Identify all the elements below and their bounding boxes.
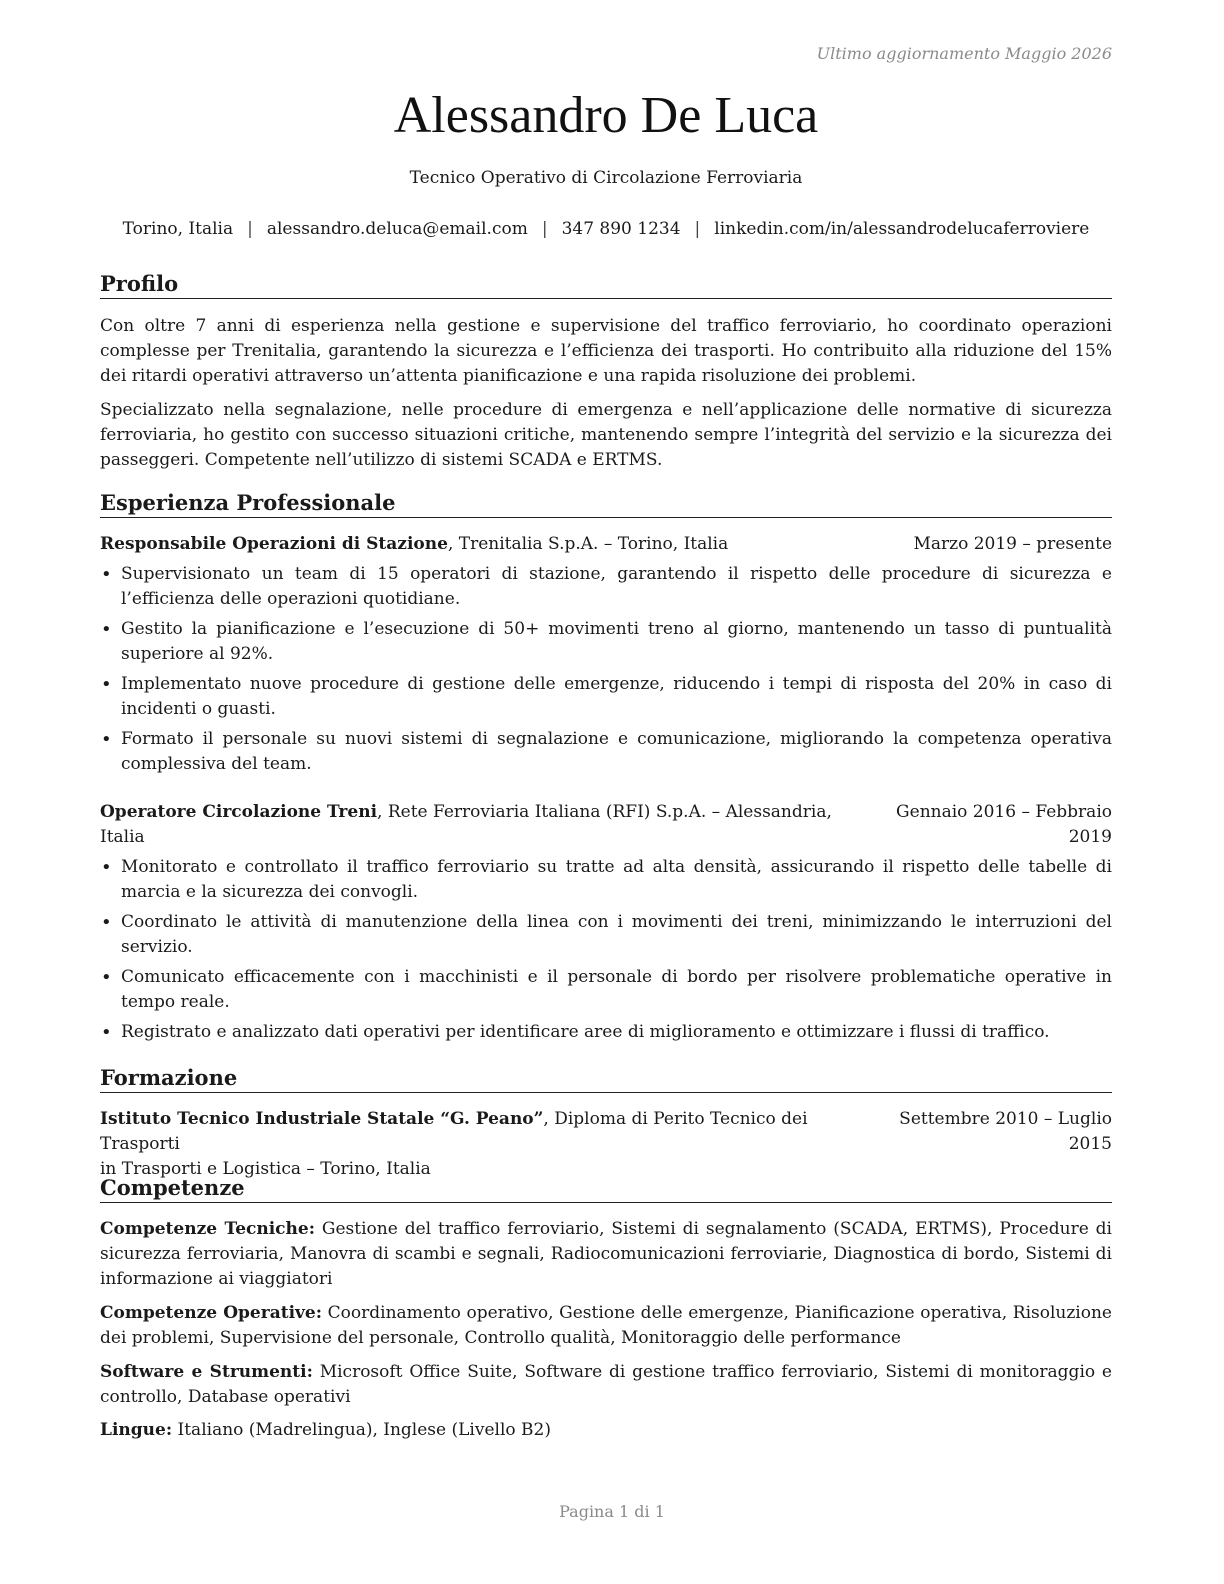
- list-item: • Supervisionato un team di 15 operatori di stazione, garantendo il rispetto delle procedure di sicurezza e l’efficienza delle operazioni quotidiane.: [100, 562, 1112, 612]
- job-company: , Trenitalia S.p.A. – Torino, Italia: [447, 534, 729, 554]
- skill-row: [100, 1217, 1112, 1292]
- list-item: • Implementato nuove procedure di gestione delle emergenze, riducendo i tempi di risposta del 20% in caso di incidenti o guasti.: [100, 672, 1112, 722]
- list-item: • Registrato e analizzato dati operativi per identificare aree di miglioramento e ottimizzare i flussi di traffico.: [100, 1020, 1112, 1045]
- skill-text: Gestione del traffico ferroviario, Sistemi di segnalamento (SCADA, ERTMS), Procedure di sicurezza ferroviaria, Manovra di scambi e segnali, Radiocomunicazioni ferroviarie, Diagnostica di bordo, Sistemi di informazione ai viaggiatori: [100, 1219, 1112, 1289]
- skill-label: Competenze Operative:: [100, 1303, 322, 1323]
- list-item: • Monitorato e controllato il traffico ferroviario su tratte ad alta densità, assicurando il rispetto delle tabelle di marcia e la sicurezza dei convogli.: [100, 855, 1112, 905]
- contact-bar: [100, 219, 1112, 239]
- contact-linkedin[interactable]: linkedin.com/in/alessandrodelucaferroviere: [714, 219, 1090, 239]
- candidate-name: Alessandro De Luca: [393, 87, 819, 144]
- job-dates-end: 2019: [1068, 827, 1112, 847]
- education-dates-start: Settembre 2010 – Luglio: [899, 1109, 1112, 1129]
- skill-text: Italiano (Madrelingua), Inglese (Livello B2): [172, 1420, 551, 1440]
- contact-phone[interactable]: 347 890 1234: [561, 219, 681, 239]
- contact-email[interactable]: alessandro.deluca@email.com: [266, 219, 528, 239]
- job-header: [100, 532, 1112, 557]
- skill-row: [100, 1418, 1112, 1443]
- job-dates: Marzo 2019 – presente: [913, 534, 1112, 554]
- skill-row: [100, 1360, 1112, 1410]
- education-dates-end: 2015: [1068, 1134, 1112, 1154]
- education-entry: [100, 1107, 1112, 1182]
- contact-separator: |: [541, 219, 548, 239]
- job-bullets: [100, 855, 1112, 1050]
- profile-paragraph: Con oltre 7 anni di esperienza nella gestione e supervisione del traffico ferroviario, ho coordinato operazioni complesse per Trenitalia, garantendo la sicurezza e l’efficienza dei trasporti. Ho contribuito alla riduzione del 15% dei ritardi operativi attraverso un’attenta pianificazione e una rapida risoluzione dei problemi.: [100, 316, 1112, 386]
- list-item: • Coordinato le attività di manutenzione della linea con i movimenti dei treni, minimizzando le interruzioni del servizio.: [100, 910, 1112, 960]
- skill-text: Coordinamento operativo, Gestione delle emergenze, Pianificazione operativa, Risoluzione dei problemi, Supervisione del personale, Controllo qualità, Monitoraggio delle performance: [100, 1303, 1112, 1348]
- contact-separator: |: [694, 219, 701, 239]
- skill-label: Software e Strumenti:: [100, 1362, 313, 1382]
- section-heading-education: Formazione: [100, 1065, 1112, 1093]
- skill-label: Competenze Tecniche:: [100, 1219, 315, 1239]
- list-item: • Formato il personale su nuovi sistemi di segnalazione e comunicazione, migliorando la competenza operativa complessiva del team.: [100, 727, 1112, 777]
- education-degree-cont: in Trasporti e Logistica – Torino, Italia: [100, 1159, 431, 1179]
- contact-separator: |: [247, 219, 253, 239]
- skill-label: Lingue:: [100, 1420, 173, 1440]
- section-heading-profile: Profilo: [100, 271, 1112, 299]
- education-school: Istituto Tecnico Industriale Statale “G. Peano”: [100, 1109, 544, 1129]
- skill-text: Microsoft Office Suite, Software di gestione traffico ferroviario, Sistemi di monitoraggio e controllo, Database operativi: [100, 1362, 1112, 1407]
- job-header: [100, 800, 1112, 850]
- contact-location: Torino, Italia: [122, 219, 234, 239]
- job-dates-start: Gennaio 2016 – Febbraio: [896, 802, 1112, 822]
- page-number: Pagina 1 di 1: [559, 1502, 665, 1521]
- education-degree: , Diploma di Perito Tecnico dei Trasporti: [100, 1109, 808, 1154]
- section-heading-skills: Competenze: [100, 1175, 1112, 1203]
- job-dates: [896, 800, 1112, 850]
- job-title: Operatore Circolazione Treni: [100, 802, 378, 822]
- job-bullets: [100, 562, 1112, 782]
- candidate-role: Tecnico Operativo di Circolazione Ferroviaria: [409, 168, 803, 188]
- job-title: Responsabile Operazioni di Stazione: [100, 534, 448, 554]
- list-item: • Comunicato efficacemente con i macchinisti e il personale di bordo per risolvere problematiche operative in tempo reale.: [100, 965, 1112, 1015]
- profile-paragraph: Specializzato nella segnalazione, nelle procedure di emergenza e nell’applicazione delle normative di sicurezza ferroviaria, ho gestito con successo situazioni critiche, mantenendo sempre l’integrità del servizio e la sicurezza dei passeggeri. Competente nell’utilizzo di sistemi SCADA e ERTMS.: [100, 400, 1112, 470]
- education-dates: [899, 1107, 1112, 1157]
- list-item: • Gestito la pianificazione e l’esecuzione di 50+ movimenti treno al giorno, mantenendo un tasso di puntualità superiore al 92%.: [100, 617, 1112, 667]
- section-heading-experience: Esperienza Professionale: [100, 490, 1112, 518]
- skill-row: [100, 1301, 1112, 1351]
- job-company: , Rete Ferroviaria Italiana (RFI) S.p.A. – Alessandria, Italia: [100, 802, 832, 847]
- last-updated: Ultimo aggiornamento Maggio 2026: [816, 44, 1112, 63]
